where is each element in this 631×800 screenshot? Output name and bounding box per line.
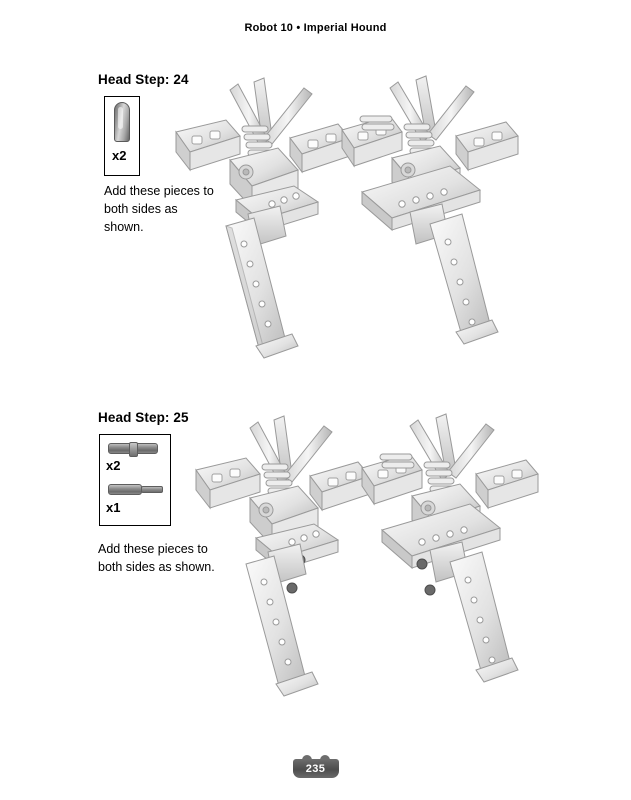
lego-pin-bush-icon — [114, 102, 130, 142]
robot-head-assembly-view-right — [358, 412, 548, 712]
running-head: Robot 10 • Imperial Hound — [244, 22, 387, 34]
lego-axle-connector-short-icon — [108, 443, 158, 454]
step-block-24 — [0, 60, 631, 390]
step-title: Head Step: 24 — [98, 72, 189, 87]
step-instruction: Add these pieces to both sides as shown. — [98, 542, 215, 575]
part-quantity: x2 — [112, 148, 127, 163]
robot-head-assembly-view-left — [188, 412, 378, 712]
robot-head-assembly-view-left — [168, 74, 358, 374]
parts-callout-box — [104, 96, 140, 176]
step-instruction: Add these pieces to both sides as shown. — [104, 184, 214, 235]
parts-callout-box — [99, 434, 171, 526]
robot-head-assembly-view-right — [338, 74, 528, 374]
lego-axle-pin-long-icon — [108, 483, 164, 496]
step-block-25 — [0, 398, 631, 728]
step-title: Head Step: 25 — [98, 410, 189, 425]
page-number: 235 — [293, 759, 339, 778]
part-quantity: x2 — [106, 458, 121, 473]
part-quantity: x1 — [106, 500, 121, 515]
